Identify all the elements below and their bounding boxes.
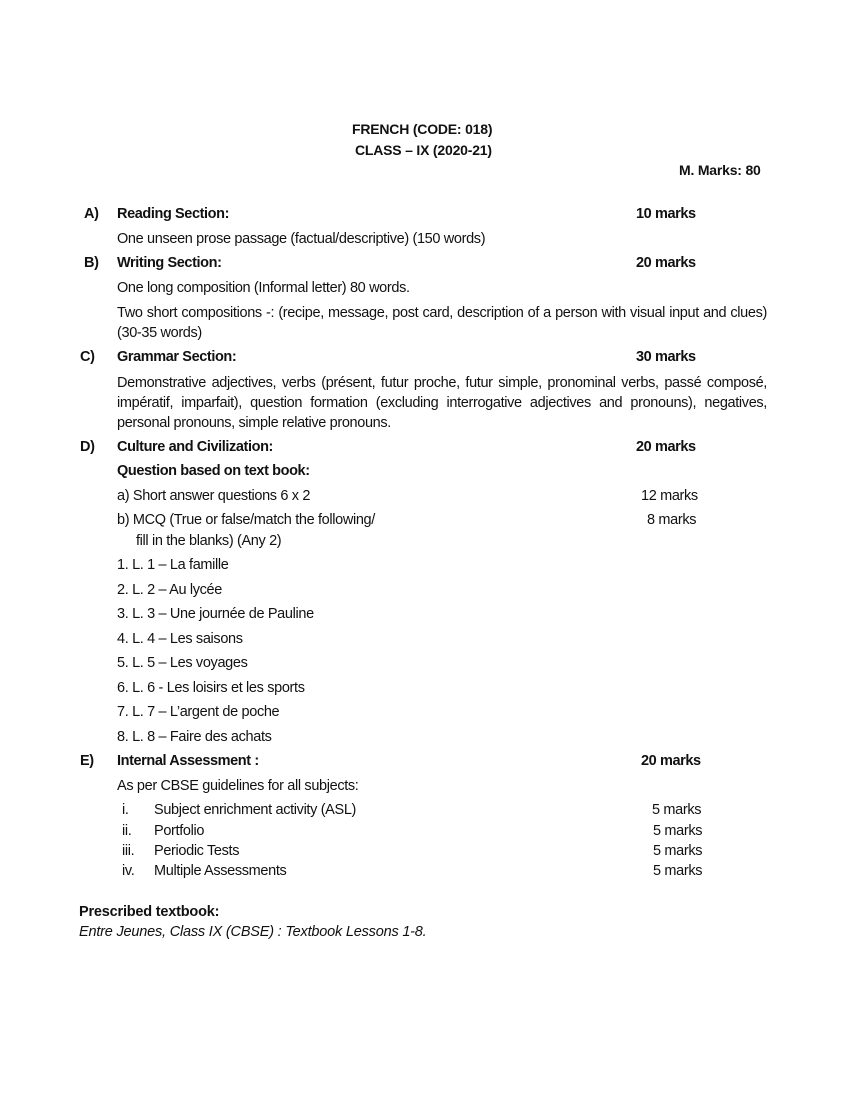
- section-letter: D): [80, 439, 95, 455]
- section-marks: 30 marks: [636, 349, 696, 365]
- item-marks: 5 marks: [653, 863, 703, 879]
- section-subheading: Question based on text book:: [117, 463, 310, 479]
- section-title: Grammar Section:: [117, 349, 237, 365]
- part-label: a) Short answer questions 6 x 2: [117, 488, 311, 504]
- lesson-item: 1. L. 1 – La famille: [117, 557, 229, 573]
- section-line: One long composition (Informal letter) 80 words.: [117, 280, 410, 296]
- item-marks: 5 marks: [652, 802, 702, 818]
- part-marks: 8 marks: [647, 512, 697, 528]
- section-marks: 20 marks: [636, 255, 696, 271]
- section-title: Writing Section:: [117, 255, 222, 271]
- item-marks: 5 marks: [653, 843, 703, 859]
- lesson-item: 7. L. 7 – L’argent de poche: [117, 704, 280, 720]
- section-line: Two short compositions -: (recipe, message, post card, description of a person with visual input and clues) (30-35 words): [117, 305, 767, 341]
- item-number: i.: [122, 802, 129, 818]
- section-title: Culture and Civilization:: [117, 439, 273, 455]
- section-letter: C): [80, 349, 95, 365]
- item-marks: 5 marks: [653, 823, 703, 839]
- section-title: Reading Section:: [117, 206, 230, 222]
- textbook-heading: Prescribed textbook:: [79, 904, 220, 920]
- section-letter: A): [84, 206, 99, 222]
- class-title: CLASS – IX (2020-21): [355, 142, 492, 158]
- item-label: Portfolio: [154, 823, 205, 839]
- section-letter: B): [84, 255, 99, 271]
- lesson-item: 8. L. 8 – Faire des achats: [117, 729, 272, 745]
- item-label: Multiple Assessments: [154, 863, 287, 879]
- document-title: FRENCH (CODE: 018): [352, 121, 493, 137]
- lesson-item: 2. L. 2 – Au lycée: [117, 582, 222, 598]
- lesson-item: 6. L. 6 - Les loisirs et les sports: [117, 680, 305, 696]
- item-number: iii.: [122, 843, 135, 859]
- section-marks: 20 marks: [641, 753, 701, 769]
- lesson-item: 4. L. 4 – Les saisons: [117, 631, 243, 647]
- lesson-item: 3. L. 3 – Une journée de Pauline: [117, 606, 314, 622]
- item-number: ii.: [122, 823, 132, 839]
- part-label-continued: fill in the blanks) (Any 2): [136, 533, 282, 549]
- item-number: iv.: [122, 863, 135, 879]
- section-marks: 20 marks: [636, 439, 696, 455]
- section-letter: E): [80, 753, 94, 769]
- textbook-text: Entre Jeunes, Class IX (CBSE) : Textbook Lessons 1-8.: [79, 924, 427, 940]
- item-label: Subject enrichment activity (ASL): [154, 802, 357, 818]
- section-title: Internal Assessment :: [117, 753, 259, 769]
- section-line: Demonstrative adjectives, verbs (présent, futur proche, futur simple, pronominal verbs, passé composé, impératif, imparfait), question formation (excluding interrogative adjectives and pronouns), negatives, personal pronouns, simple relative pronouns.: [117, 375, 767, 431]
- lesson-item: 5. L. 5 – Les voyages: [117, 655, 248, 671]
- part-marks: 12 marks: [641, 488, 698, 504]
- section-intro: As per CBSE guidelines for all subjects:: [117, 778, 359, 794]
- part-label: b) MCQ (True or false/match the following/: [117, 512, 375, 528]
- item-label: Periodic Tests: [154, 843, 240, 859]
- section-line: One unseen prose passage (factual/descriptive) (150 words): [117, 231, 486, 247]
- section-marks: 10 marks: [636, 206, 696, 222]
- max-marks: M. Marks: 80: [679, 162, 761, 178]
